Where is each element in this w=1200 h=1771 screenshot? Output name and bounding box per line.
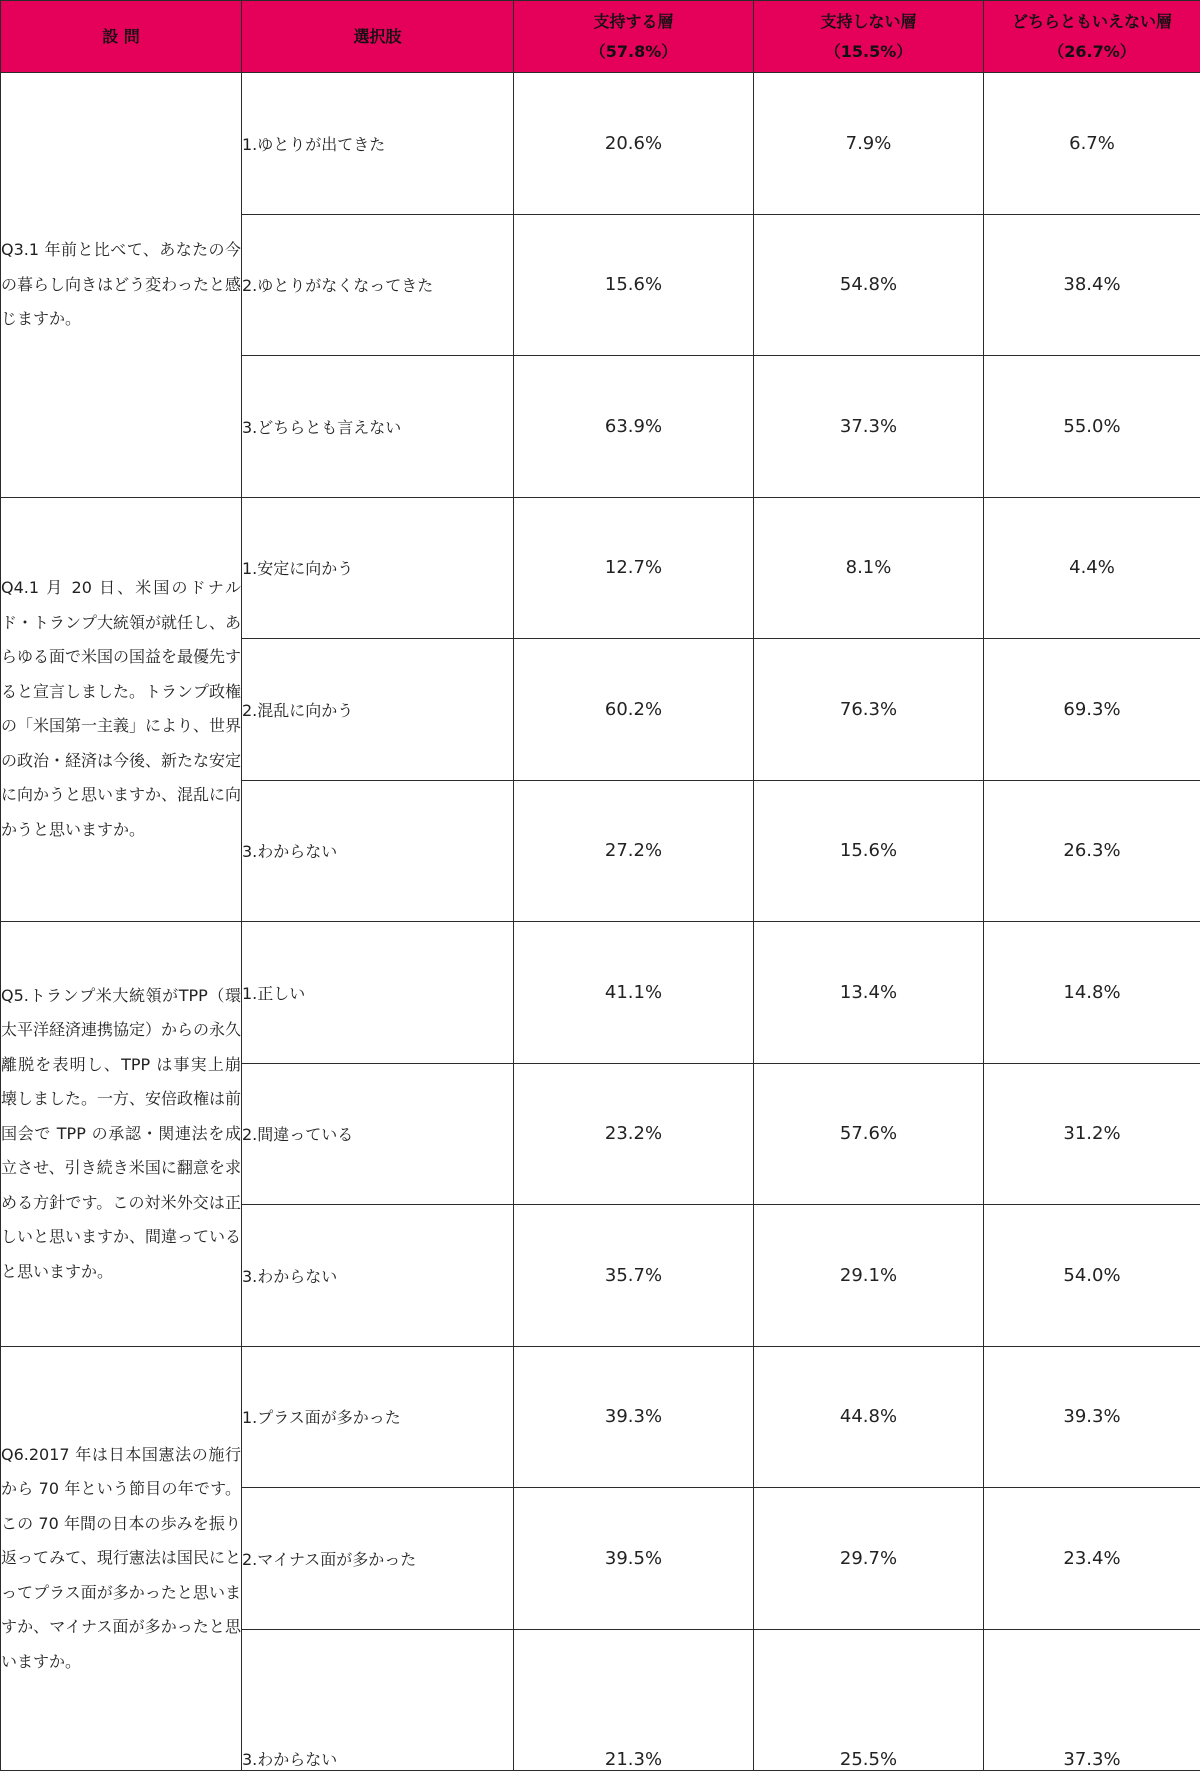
question-q6: Q6.2017 年は日本国憲法の施行から 70 年という節目の年です。この 70 年間の日本の歩みを振り返ってみて、現行憲法は国民にとってプラス面が多かったと思いますか、マイナス面が多かったと思いますか。 bbox=[1, 1346, 242, 1771]
header-neutral bbox=[984, 1, 1200, 73]
value-cell: 57.6% bbox=[754, 1063, 984, 1205]
value-cell: 60.2% bbox=[514, 639, 754, 781]
choice-cell: 3.どちらとも言えない bbox=[242, 356, 514, 498]
value-cell: 13.4% bbox=[754, 922, 984, 1064]
value-cell: 15.6% bbox=[754, 780, 984, 922]
question-q4: Q4.1 月 20 日、米国のドナルド・トランプ大統領が就任し、あらゆる面で米国の国益を最優先すると宣言しました。トランプ政権の「米国第一主義」により、世界の政治・経済は今後、新たな安定に向かうと思いますか、混乱に向かうと思いますか。 bbox=[1, 497, 242, 922]
header-non-supporters bbox=[754, 1, 984, 73]
table-row bbox=[1, 497, 1200, 639]
value-cell: 37.3% bbox=[984, 1629, 1200, 1771]
value-cell: 39.3% bbox=[984, 1346, 1200, 1488]
value-cell: 29.1% bbox=[754, 1205, 984, 1347]
header-non-supporters-share: （15.5%） bbox=[754, 37, 983, 67]
choice-cell: 3.わからない bbox=[242, 1205, 514, 1347]
header-supporters-label: 支持する層 bbox=[514, 7, 753, 37]
value-cell: 76.3% bbox=[754, 639, 984, 781]
table-header bbox=[1, 1, 1200, 73]
table-body bbox=[1, 73, 1200, 1771]
value-cell: 63.9% bbox=[514, 356, 754, 498]
value-cell: 4.4% bbox=[984, 497, 1200, 639]
value-cell: 25.5% bbox=[754, 1629, 984, 1771]
choice-cell: 2.間違っている bbox=[242, 1063, 514, 1205]
value-cell: 23.2% bbox=[514, 1063, 754, 1205]
value-cell: 39.5% bbox=[514, 1488, 754, 1630]
question-q3: Q3.1 年前と比べて、あなたの今の暮らし向きはどう変わったと感じますか。 bbox=[1, 73, 242, 498]
value-cell: 20.6% bbox=[514, 73, 754, 215]
value-cell: 31.2% bbox=[984, 1063, 1200, 1205]
value-cell: 41.1% bbox=[514, 922, 754, 1064]
header-neutral-label: どちらともいえない層 bbox=[984, 7, 1200, 37]
value-cell: 29.7% bbox=[754, 1488, 984, 1630]
choice-cell: 1.ゆとりが出てきた bbox=[242, 73, 514, 215]
choice-cell: 3.わからない bbox=[242, 780, 514, 922]
value-cell: 8.1% bbox=[754, 497, 984, 639]
value-cell: 26.3% bbox=[984, 780, 1200, 922]
header-question: 設 問 bbox=[1, 1, 242, 73]
header-choice: 選択肢 bbox=[242, 1, 514, 73]
header-neutral-share: （26.7%） bbox=[984, 37, 1200, 67]
choice-cell: 1.正しい bbox=[242, 922, 514, 1064]
value-cell: 69.3% bbox=[984, 639, 1200, 781]
value-cell: 15.6% bbox=[514, 214, 754, 356]
value-cell: 44.8% bbox=[754, 1346, 984, 1488]
choice-cell: 1.安定に向かう bbox=[242, 497, 514, 639]
choice-cell: 2.マイナス面が多かった bbox=[242, 1488, 514, 1630]
table-row bbox=[1, 73, 1200, 215]
value-cell: 54.8% bbox=[754, 214, 984, 356]
value-cell: 39.3% bbox=[514, 1346, 754, 1488]
value-cell: 14.8% bbox=[984, 922, 1200, 1064]
question-q5: Q5.トランプ米大統領がTPP（環太平洋経済連携協定）からの永久離脱を表明し、TPP は事実上崩壊しました。一方、安倍政権は前国会で TPP の承認・関連法を成立させ、引き続き米国に翻意を求める方針です。この対米外交は正しいと思いますか、間違っていると思いますか。 bbox=[1, 922, 242, 1347]
value-cell: 23.4% bbox=[984, 1488, 1200, 1630]
value-cell: 55.0% bbox=[984, 356, 1200, 498]
header-non-supporters-label: 支持しない層 bbox=[754, 7, 983, 37]
table-row bbox=[1, 1346, 1200, 1488]
table-row bbox=[1, 922, 1200, 1064]
choice-cell: 2.混乱に向かう bbox=[242, 639, 514, 781]
value-cell: 27.2% bbox=[514, 780, 754, 922]
value-cell: 7.9% bbox=[754, 73, 984, 215]
value-cell: 37.3% bbox=[754, 356, 984, 498]
header-supporters bbox=[514, 1, 754, 73]
choice-cell: 1.プラス面が多かった bbox=[242, 1346, 514, 1488]
value-cell: 12.7% bbox=[514, 497, 754, 639]
choice-cell: 3.わからない bbox=[242, 1629, 514, 1771]
value-cell: 54.0% bbox=[984, 1205, 1200, 1347]
header-supporters-share: （57.8%） bbox=[514, 37, 753, 67]
value-cell: 6.7% bbox=[984, 73, 1200, 215]
header-row bbox=[1, 1, 1200, 73]
value-cell: 21.3% bbox=[514, 1629, 754, 1771]
choice-cell: 2.ゆとりがなくなってきた bbox=[242, 214, 514, 356]
value-cell: 35.7% bbox=[514, 1205, 754, 1347]
value-cell: 38.4% bbox=[984, 214, 1200, 356]
